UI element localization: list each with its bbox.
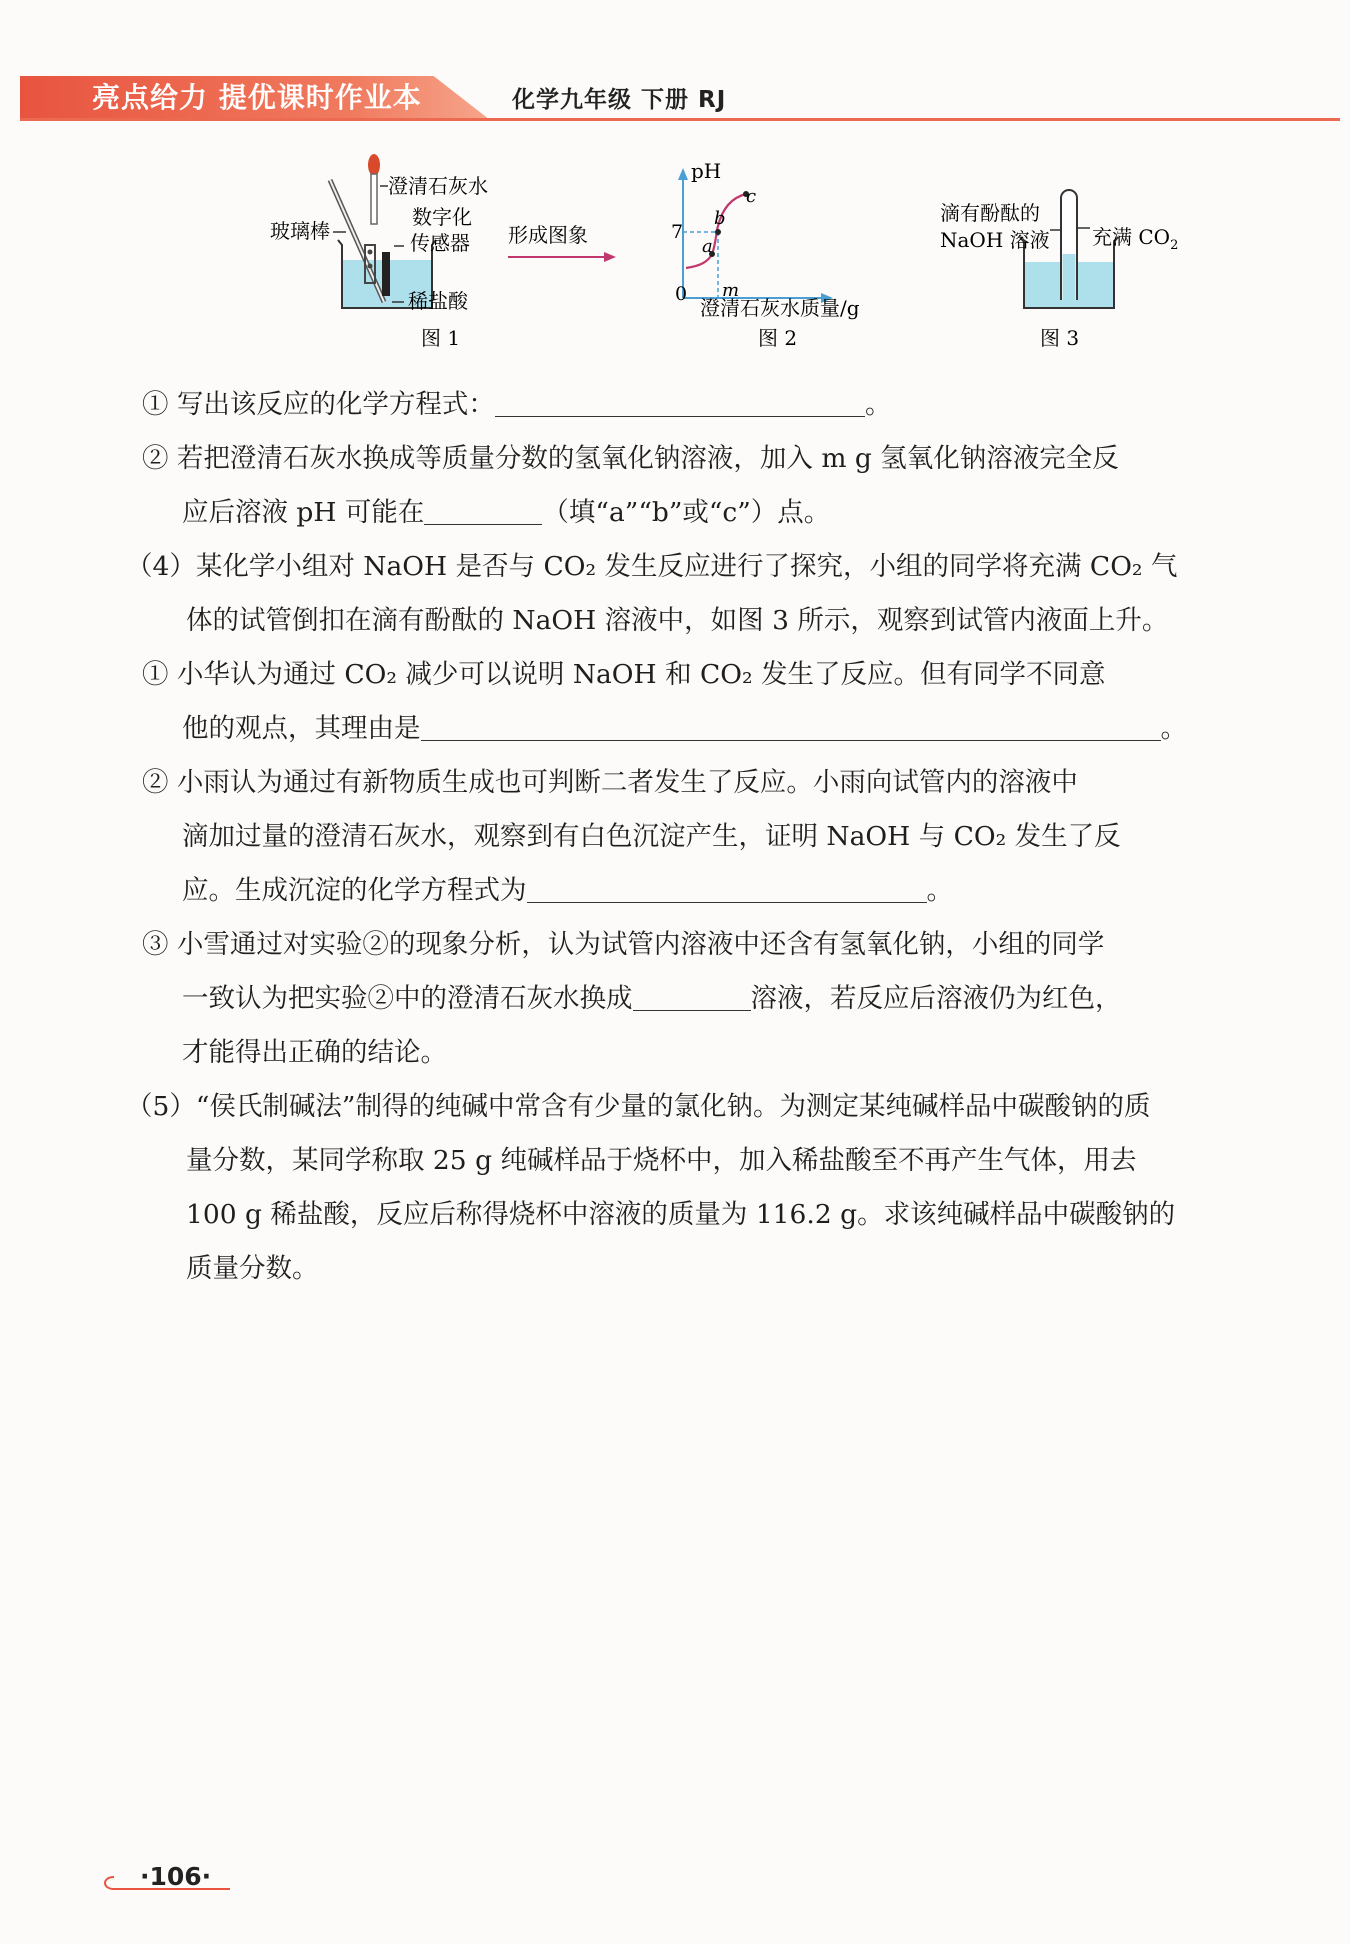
figure-2-caption: 图 2 <box>758 326 798 350</box>
origin-label: 0 <box>675 283 688 305</box>
y-tick-7: 7 <box>671 221 684 243</box>
label-glass-rod: 玻璃棒 <box>270 219 330 243</box>
label-naoh: NaOH 溶液 <box>940 228 1050 252</box>
dropper-tube <box>371 174 377 224</box>
answer-blank[interactable] <box>495 386 865 417</box>
question-3-2: ② 若把澄清石灰水换成等质量分数的氢氧化钠溶液，加入 m g 氢氧化钠溶液完全反 应后溶液 pH 可能在 （填“a”“b”或“c”）点。 <box>142 443 1119 528</box>
page-number: ·106· <box>140 1862 212 1891</box>
series-title: 亮点给力 提优课时作业本 <box>92 81 422 114</box>
figure-1 <box>270 154 616 350</box>
dropper-bulb <box>368 154 380 176</box>
label-lime-water: 澄清石灰水 <box>388 174 488 198</box>
tube-liquid <box>1063 254 1076 300</box>
figure-3-caption: 图 3 <box>1040 326 1080 350</box>
figures-svg <box>0 150 1350 370</box>
point-a-label: a <box>702 236 713 257</box>
answer-blank[interactable] <box>527 872 927 903</box>
question-4-3: ③ 小雪通过对实验②的现象分析，认为试管内溶液中还含有氢氧化钠，小组的同学 一致认为把实验②中的澄清石灰水换成 溶液，若反应后溶液仍为红色， 才能得出正确的结论。 <box>142 929 1122 1068</box>
answer-blank[interactable] <box>633 980 751 1011</box>
figure-1-caption: 图 1 <box>421 326 461 350</box>
label-dilute-hcl: 稀盐酸 <box>408 289 468 313</box>
answer-blank[interactable] <box>421 710 1161 741</box>
figure-3 <box>940 190 1178 350</box>
arrow-head <box>604 252 616 262</box>
question-4-2: ② 小雨认为通过有新物质生成也可判断二者发生了反应。小雨向试管内的溶液中 滴加过量的澄清石灰水，观察到有白色沉淀产生，证明 NaOH 与 CO₂ 发生了反 应。生成沉淀的化学方程式为 。 <box>142 767 1121 906</box>
point-c-label: c <box>746 186 757 207</box>
label-co2: 充满 $CO_2$ <box>1092 225 1179 253</box>
label-phenolphthalein: 滴有酚酞的 <box>940 201 1040 225</box>
label-sensor-1: 数字化 <box>412 205 472 229</box>
x-tick-m: m <box>722 280 740 301</box>
subject-info: 化学九年级 下册 RJ <box>512 87 727 113</box>
header-rule <box>20 118 1340 121</box>
question-5: （5）“侯氏制碱法”制得的纯碱中常含有少量的氯化钠。为测定某纯碱样品中碳酸钠的质 量分数，某同学称取 25 g 纯碱样品于烧杯中，加入稀盐酸至不再产生气体，用去 100 g 稀盐酸，反应后称得烧杯中溶液的质量为 116.2 g。求该纯碱样品中碳酸钠的 质量分数。 <box>126 1091 1176 1284</box>
figure-2 <box>671 159 860 350</box>
arrow-label: 形成图象 <box>508 223 588 247</box>
x-axis-label: 澄清石灰水质量/g <box>700 296 860 320</box>
figures-row <box>0 150 1350 370</box>
point-b <box>715 229 721 235</box>
question-4: （4）某化学小组对 NaOH 是否与 CO₂ 发生反应进行了探究，小组的同学将充满 CO₂ 气 体的试管倒扣在滴有酚酞的 NaOH 溶液中，如图 3 所示，观察到试管内液面上升。 <box>126 551 1178 636</box>
y-axis-label: pH <box>691 159 722 183</box>
sensor-probe <box>382 252 390 296</box>
question-body <box>120 378 1270 1296</box>
question-4-1: ① 小华认为通过 CO₂ 减少可以说明 NaOH 和 CO₂ 发生了反应。但有同学不同意 他的观点，其理由是 。 <box>142 659 1187 744</box>
answer-blank[interactable] <box>424 494 542 525</box>
point-b-label: b <box>714 208 726 229</box>
question-3-1: ① 写出该反应的化学方程式： 。 <box>120 378 1270 432</box>
label-sensor-2: 传感器 <box>410 231 470 255</box>
